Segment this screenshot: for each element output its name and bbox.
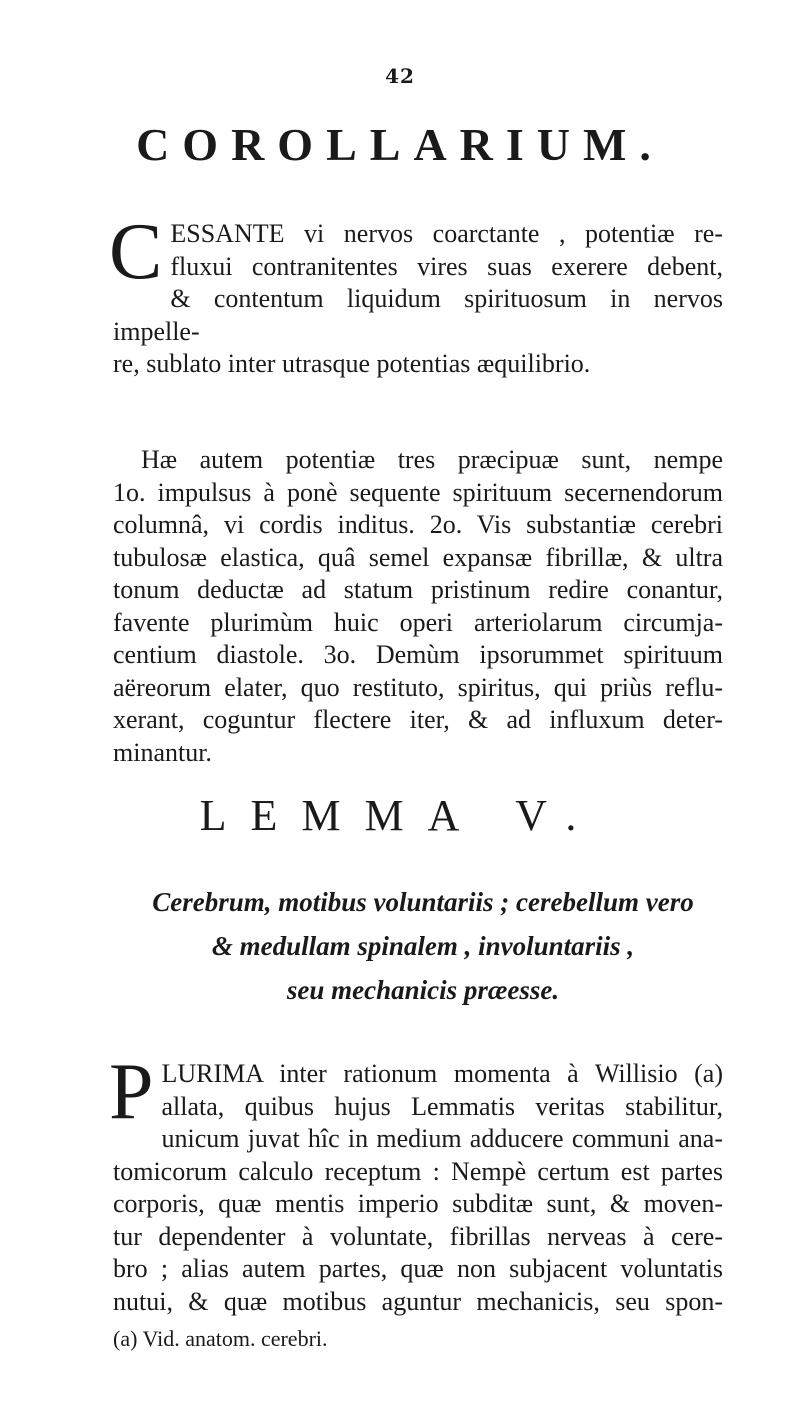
section-title-lemma: LEMMA V. (199, 791, 601, 840)
text-line: 1o. impulsus à ponè sequente spirituum secernendorum (113, 477, 723, 507)
lemma-line: & medullam spinalem , involuntariis , (211, 931, 635, 961)
text-line: corporis, quæ mentis imperio subditæ sunt, & moven- (113, 1189, 723, 1218)
text-line: allata, quibus hujus Lemmatis veritas stabilitur, (161, 1091, 723, 1121)
text-line: tonum deductæ ad statum pristinum redire conantur, (113, 575, 723, 604)
text-line: tur dependenter à voluntate, fibrillas nerveas à cere- (113, 1221, 723, 1251)
dropcap-c: C (109, 208, 163, 296)
lemma-line: Cerebrum, motibus voluntariis ; cerebellum vero (152, 887, 694, 917)
paragraph-plurima (109, 1048, 723, 1318)
text-line: tomicorum calculo receptum : Nempè certum est partes (113, 1156, 723, 1186)
section-title-corollarium: COROLLARIUM. (136, 119, 664, 170)
lemma-line: seu mechanicis præesse. (286, 975, 560, 1005)
text-line: LURIMA inter rationum momenta à Willisio (a) (161, 1059, 723, 1088)
lemma-statement (113, 880, 733, 1012)
text-line: ESSANTE vi nervos coarctante , potentiæ re- (170, 219, 723, 248)
paragraph-potentiae (113, 444, 723, 769)
dropcap-p: P (109, 1048, 154, 1136)
text-line: bro ; alias autem partes, quæ non subjacent voluntatis (113, 1254, 723, 1283)
text-line: minantur. (113, 737, 212, 767)
text-line: favente plurimùm huic operi arteriolarum circumja- (113, 607, 723, 637)
text-line: columnâ, vi cordis inditus. 2o. Vis substantiæ cerebri (113, 510, 723, 539)
text-line: unicum juvat hîc in medium adducere communi ana- (161, 1124, 723, 1153)
text-line: Hæ autem potentiæ tres præcipuæ sunt, nempe (141, 445, 723, 474)
text-line: tubulosæ elastica, quâ semel expansæ fibrillæ, & ultra (113, 542, 723, 572)
paragraph-corollarium (109, 208, 723, 381)
page-number: 42 (385, 64, 415, 88)
text-line: & contentum liquidum spirituosum in nervos impelle- (113, 284, 723, 346)
text-line: xerant, coguntur flectere iter, & ad influxum deter- (113, 705, 723, 734)
text-line: centium diastole. 3o. Demùm ipsorummet spirituum (113, 640, 723, 669)
text-line: re, sublato inter utrasque potentias æquilibrio. (113, 349, 591, 378)
text-line: fluxui contranitentes vires suas exerere debent, (170, 251, 723, 281)
text-line: aëreorum elater, quo restituto, spiritus, qui priùs reflu- (113, 672, 723, 702)
text-line: nutui, & quæ motibus aguntur mechanicis, seu spon- (113, 1286, 723, 1316)
footnote: (a) Vid. anatom. cerebri. (113, 1326, 328, 1351)
